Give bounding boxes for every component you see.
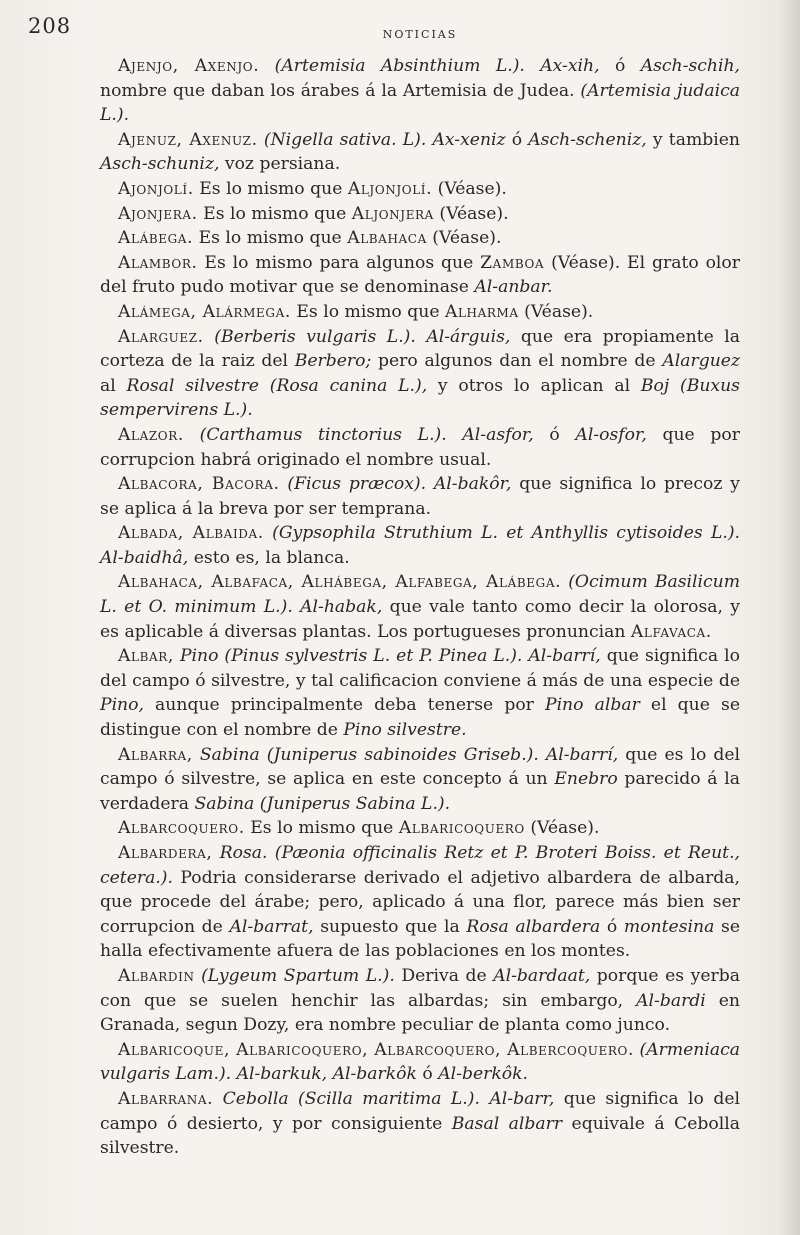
italic-text: Al-bardaat, bbox=[493, 965, 591, 986]
headword: Alambor. bbox=[118, 252, 198, 273]
headword: Albada, Albaida. bbox=[118, 523, 264, 544]
italic-text: (Ocimum Basilicum L. et O. minimum L.). Al-habak, bbox=[100, 572, 741, 618]
dictionary-entry bbox=[100, 54, 740, 128]
italic-text: Al-osfor, bbox=[575, 424, 647, 445]
headword: Ajonjera. bbox=[118, 203, 198, 224]
body-text: ó bbox=[599, 56, 641, 76]
body-text: que significa lo del campo ó silvestre, y tal calificacion conviene á más de una especie de bbox=[100, 646, 740, 691]
headword: Alazor. bbox=[118, 424, 184, 445]
headword: Albacora, Bacora. bbox=[118, 474, 280, 495]
headword: Albahaca bbox=[347, 228, 427, 249]
body-text bbox=[259, 56, 274, 76]
headword: Aljonjolí. bbox=[347, 178, 433, 199]
italic-text: Pino albar bbox=[545, 695, 640, 716]
dictionary-entry bbox=[100, 177, 740, 202]
headword: Albarcoquero. bbox=[118, 818, 245, 839]
italic-text: montesina bbox=[623, 916, 715, 937]
headword: Alfavaca. bbox=[630, 621, 712, 642]
dictionary-entry bbox=[100, 816, 740, 841]
body-text: Es lo mismo que bbox=[197, 203, 352, 224]
italic-text: Asch-schuniz, bbox=[100, 154, 220, 175]
page-number: 208 bbox=[28, 14, 72, 38]
body-text: parecido á la verdadera bbox=[100, 769, 740, 814]
italic-text: Pino silvestre. bbox=[343, 720, 467, 741]
page-header bbox=[28, 14, 740, 54]
body-text bbox=[193, 745, 200, 765]
body-text: pero algunos dan el nombre de bbox=[371, 351, 663, 372]
dictionary-entry bbox=[100, 251, 740, 300]
running-head: NOTICIAS bbox=[382, 28, 458, 41]
dictionary-entry bbox=[100, 1038, 740, 1087]
headword: Zamboa bbox=[480, 252, 545, 273]
italic-text: (Armeniaca vulgaris Lam.). Al-barkuk, Al-barkôk bbox=[100, 1039, 740, 1085]
body-text: ó bbox=[533, 424, 576, 445]
body-text: (Véase). bbox=[524, 818, 600, 839]
headword: Albardera, bbox=[118, 843, 213, 863]
dictionary-entry bbox=[100, 964, 740, 1038]
headword: Albarrana. bbox=[118, 1088, 214, 1109]
italic-text: Rosa. (Pæonia officinalis Retz et P. Broteri Boiss. et Reut., cetera.). bbox=[100, 843, 740, 888]
headword: Ajenuz, Axenuz. bbox=[118, 129, 258, 150]
headword: Alarguez. bbox=[118, 326, 204, 347]
italic-text: Pino, bbox=[100, 695, 144, 716]
body-text: ó bbox=[416, 1064, 439, 1085]
body-text: se halla efectivamente afuera de las poblaciones en los montes. bbox=[100, 916, 740, 962]
italic-text: Basal albarr bbox=[451, 1113, 563, 1134]
italic-text: Boj (Buxus sempervirens L.). bbox=[100, 375, 740, 421]
italic-text: Enebro bbox=[554, 769, 618, 790]
dictionary-entry bbox=[100, 300, 740, 325]
headword: Albardin bbox=[118, 965, 195, 986]
italic-text: (Gypsophila Struthium L. et Anthyllis cytisoides L.). Al-baidhâ, bbox=[100, 523, 740, 568]
body-text: y tambien bbox=[646, 129, 740, 150]
italic-text: Sabina (Juniperus Sabina L.). bbox=[194, 793, 451, 814]
italic-text: Pino (Pinus sylvestris L. et P. Pinea L.). Al-barrí, bbox=[179, 646, 601, 667]
body-text: equivale á Cebolla silvestre. bbox=[100, 1113, 740, 1159]
dictionary-entry bbox=[100, 325, 740, 423]
body-text bbox=[204, 327, 215, 347]
body-text: que significa lo del campo ó desierto, y por consiguiente bbox=[100, 1088, 740, 1134]
body-text bbox=[264, 523, 272, 543]
italic-text: Asch-schih, bbox=[640, 56, 740, 76]
body-text: que es lo del campo ó silvestre, se aplica en este concepto á un bbox=[100, 744, 741, 790]
body-text: Es lo mismo que bbox=[244, 818, 399, 839]
body-text: en Granada, segun Dozy, era nombre peculiar de planta como junco. bbox=[100, 990, 740, 1036]
body-text: que significa lo precoz y se aplica á la breva por ser temprana. bbox=[100, 474, 740, 519]
italic-text: (Nigella sativa. L). Ax-xeniz bbox=[263, 129, 506, 150]
body-text: ó bbox=[505, 129, 529, 150]
italic-text: Rosal silvestre (Rosa canina L.), bbox=[126, 375, 428, 396]
body-text: voz persiana. bbox=[219, 154, 341, 175]
body-text: (Véase). bbox=[432, 178, 507, 199]
dictionary-entry bbox=[100, 472, 740, 521]
headword: Albarra, bbox=[118, 744, 193, 765]
dictionary-entry bbox=[100, 226, 740, 251]
headword: Aljonjera bbox=[351, 203, 434, 224]
dictionary-entry bbox=[100, 743, 740, 817]
body-text bbox=[213, 1089, 222, 1109]
headword: Albaricoquero bbox=[398, 818, 525, 839]
dictionary-entry bbox=[100, 1087, 740, 1161]
body-text: (Véase). El grato olor del fruto pudo motivar que se denominase bbox=[100, 252, 740, 298]
italic-text: Al-berkôk. bbox=[438, 1064, 528, 1085]
italic-text: Sabina (Juniperus sabinoides Griseb.). Al-barrí, bbox=[199, 744, 619, 765]
dictionary-entry bbox=[100, 570, 740, 644]
body-text: (Véase). bbox=[518, 301, 594, 322]
italic-text: Al-bardi bbox=[636, 990, 706, 1011]
body-text: esto es, la blanca. bbox=[188, 547, 350, 568]
italic-text: (Artemisia judaica L.). bbox=[100, 80, 740, 126]
body-text: Deriva de bbox=[394, 965, 494, 986]
dictionary-entry bbox=[100, 841, 740, 964]
headword: Albar, bbox=[118, 646, 174, 667]
body-text: supuesto que la bbox=[313, 916, 467, 937]
body-text: Podria considerarse derivado el adjetivo albardera de albarda, que procede del árabe; pero, aplicado á una flor, parece más bien ser corrupcion de bbox=[100, 867, 740, 937]
body-text bbox=[212, 843, 219, 863]
headword: Ajenjo, Axenjo. bbox=[118, 56, 260, 76]
italic-text: Berbero; bbox=[294, 351, 372, 372]
body-text: aunque principalmente deba tenerse por bbox=[143, 695, 545, 716]
italic-text: (Lygeum Spartum L.). bbox=[201, 965, 395, 986]
body-text: que era propiamente la corteza de la raiz del bbox=[100, 326, 740, 372]
body-text: ó bbox=[600, 916, 624, 937]
body-text: Es lo mismo que bbox=[290, 301, 445, 322]
italic-text: (Ficus præcox). Al-bakôr, bbox=[287, 474, 512, 495]
italic-text: Alarguez bbox=[662, 351, 740, 372]
dictionary-entry bbox=[100, 423, 740, 472]
body-text: que por corrupcion habrá originado el nombre usual. bbox=[100, 424, 740, 470]
italic-text: Al-barrat, bbox=[229, 916, 314, 937]
body-text: nombre que daban los árabes á la Artemisia de Judea. bbox=[100, 80, 581, 101]
italic-text: (Artemisia Absinthium L.). Ax-xih, bbox=[274, 56, 600, 76]
dictionary-entry bbox=[100, 128, 740, 177]
body-text: (Véase). bbox=[433, 203, 509, 224]
italic-text: (Carthamus tinctorius L.). Al-asfor, bbox=[199, 424, 534, 445]
body-text: y otros lo aplican al bbox=[427, 375, 641, 396]
dictionary-entry bbox=[100, 644, 740, 742]
body-text: que vale tanto como decir la olorosa, y es aplicable á diversas plantas. Los portugueses pronuncian bbox=[100, 597, 740, 642]
body-text: Es lo mismo para algunos que bbox=[197, 252, 481, 273]
headword: Alharma bbox=[444, 301, 519, 322]
italic-text: Rosa albardera bbox=[466, 916, 601, 937]
body-text: (Véase). bbox=[426, 228, 502, 249]
headword: Alábega. bbox=[118, 228, 194, 249]
italic-text: Asch-scheniz, bbox=[528, 129, 647, 150]
body-text: Es lo mismo que bbox=[193, 228, 348, 249]
body-text: el que se distingue con el nombre de bbox=[100, 695, 741, 741]
body-text: porque es yerba con que se suelen henchir las albardas; sin embargo, bbox=[100, 965, 740, 1011]
italic-text: Cebolla (Scilla maritima L.). Al-barr, bbox=[222, 1088, 555, 1109]
body-text bbox=[184, 425, 200, 445]
body-text: al bbox=[100, 375, 127, 396]
italic-text: Al-anbar. bbox=[474, 277, 553, 298]
italic-text: (Berberis vulgaris L.). Al-árguis, bbox=[214, 326, 511, 347]
dictionary-entry bbox=[100, 202, 740, 227]
headword: Albaricoque, Albaricoquero, Albarcoquero, Albercoquero. bbox=[118, 1039, 635, 1060]
dictionary-entries bbox=[100, 54, 740, 1161]
headword: Alámega, Alármega. bbox=[118, 301, 291, 322]
headword: Albahaca, Albafaca, Alhábega, Alfabega, Alábega. bbox=[118, 572, 562, 593]
body-text: Es lo mismo que bbox=[193, 178, 348, 199]
dictionary-entry bbox=[100, 521, 740, 570]
headword: Ajonjolí. bbox=[118, 178, 194, 199]
